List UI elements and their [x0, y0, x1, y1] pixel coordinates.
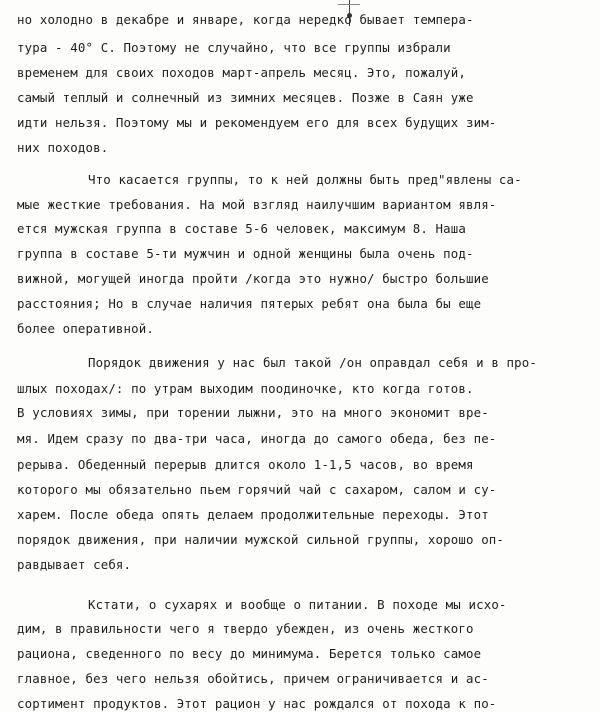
- text-line: В условиях зимы, при торении лыжни, это на много экономит вре-: [17, 405, 489, 420]
- text-line: тура - 40° С. Поэтому не случайно, что все группы избрали: [17, 40, 451, 55]
- text-line: дим, в правильности чего я твердо убежден, из очень жесткого: [17, 621, 474, 636]
- text-line: Что касается группы, то к ней должны быть пред"явлены са-: [88, 172, 522, 187]
- text-line: рациона, сведенного по весу до минимума. Берется только самое: [17, 646, 482, 661]
- text-line: мые жесткие требования. На мой взгляд наилучшим вариантом явля-: [17, 197, 497, 212]
- text-line: порядок движения, при наличии мужской сильной группы, хорошо оп-: [17, 532, 505, 547]
- text-line: более оперативной.: [17, 321, 154, 336]
- text-line: равдывает себя.: [17, 557, 132, 572]
- text-line: но холодно в декабре и январе, когда нередко бывает темпера-: [17, 12, 474, 27]
- text-line: рерыва. Обеденный перерыв длится около 1-1,5 часов, во время: [17, 457, 474, 472]
- text-line: ется мужская группа в составе 5-6 человек, максимум 8. Наша: [17, 221, 466, 236]
- text-line: вижной, могущей иногда пройти /когда это нужно/ быстро большие: [17, 271, 489, 286]
- text-line: сортимент продуктов. Этот рацион у нас рождался от похода к по-: [17, 696, 497, 711]
- text-line: временем для своих походов март-апрель месяц. Это, пожалуй,: [17, 65, 466, 80]
- text-line: которого мы обязательно пьем горячий чай с сахаром, салом и су-: [17, 482, 497, 497]
- text-line: Кстати, о сухарях и вообще о питании. В походе мы исхо-: [88, 597, 507, 612]
- pen-mark-tick: [338, 4, 360, 5]
- text-line: харем. После обеда опять делаем продолжительные переходы. Этот: [17, 507, 489, 522]
- text-line: группа в составе 5-ти мужчин и одной женщины была очень под-: [17, 246, 474, 261]
- text-line: самый теплый и солнечный из зимних месяцев. Позже в Саян уже: [17, 90, 474, 105]
- text-line: них походов.: [17, 140, 109, 155]
- text-line: шлых походах/: по утрам выходим поодиночке, кто когда готов.: [17, 381, 474, 396]
- text-line: Порядок движения у нас был такой /он оправдал себя и в про-: [88, 355, 537, 370]
- text-line: идти нельзя. Поэтому мы и рекомендуем его для всех будущих зим-: [17, 115, 497, 130]
- text-line: расстояния; Но в случае наличия пятерых ребят она была бы еще: [17, 296, 482, 311]
- text-line: главное, без чего нельзя обойтись, причем ограничивается и ас-: [17, 671, 489, 686]
- text-line: мя. Идем сразу по два-три часа, иногда до самого обеда, без пе-: [17, 431, 497, 446]
